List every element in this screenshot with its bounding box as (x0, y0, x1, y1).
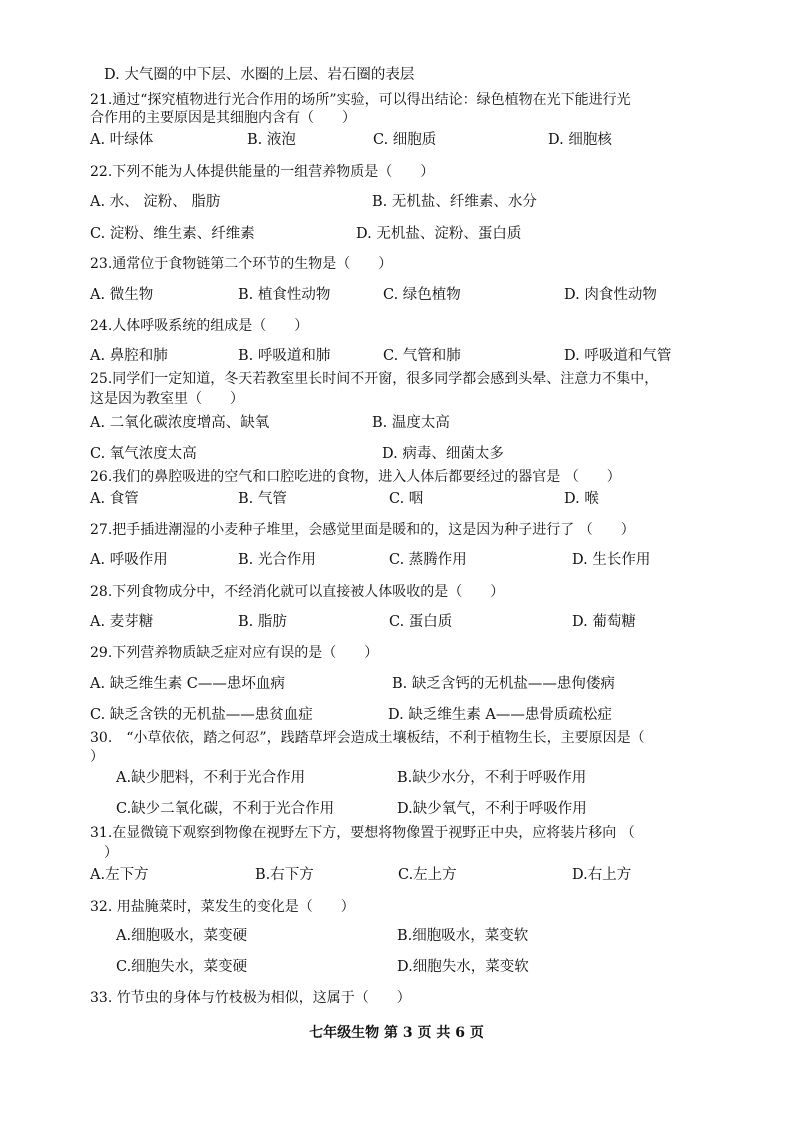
q22-option-c: C. 淀粉、维生素、纤维素 (90, 226, 255, 242)
q23-option-d: D. 肉食性动物 (564, 287, 657, 303)
q23-option-c: C. 绿色植物 (383, 287, 461, 303)
q32-option-d: D.细胞失水，菜变软 (397, 959, 529, 975)
q20-option-d: D. 大气圈的中下层、水圈的上层、岩石圈的表层 (104, 67, 415, 83)
q24-option-c: C. 气管和肺 (383, 348, 461, 364)
q29-option-b: B. 缺乏含钙的无机盐——患佝偻病 (392, 676, 615, 692)
q22-option-b: B. 无机盐、纤维素、水分 (372, 194, 537, 210)
q26-stem: 26.我们的鼻腔吸进的空气和口腔吃进的食物，进入人体后都要经过的器官是 （ ） (90, 469, 621, 485)
q27-option-a: A. 呼吸作用 (90, 552, 168, 568)
q25-option-d: D. 病毒、细菌太多 (382, 446, 504, 462)
q27-option-c: C. 蒸腾作用 (389, 552, 467, 568)
page-footer: 七年级生物 第 3 页 共 6 页 (309, 1025, 484, 1041)
q22-option-a: A. 水、 淀粉、 脂肪 (90, 194, 221, 210)
q25-stem-line2: 这是因为教室里（ ） (90, 391, 244, 407)
q29-option-d: D. 缺乏维生素 A——患骨质疏松症 (388, 707, 612, 723)
q32-stem: 32. 用盐腌菜时，菜发生的变化是（ ） (90, 899, 355, 915)
q21-option-d: D. 细胞核 (548, 132, 612, 148)
q30-option-d: D.缺少氧气，不利于呼吸作用 (397, 801, 587, 817)
q28-option-c: C. 蛋白质 (389, 614, 453, 630)
q21-option-a: A. 叶绿体 (90, 132, 154, 148)
q30-stem-line2: ） (90, 749, 104, 765)
q30-option-a: A.缺少肥料，不利于光合作用 (116, 770, 306, 786)
q29-option-a: A. 缺乏维生素 C——患坏血病 (90, 676, 285, 692)
q21-stem-line1: 21.通过“探究植物进行光合作用的场所”实验，可以得出结论：绿色植物在光下能进行光 (90, 92, 631, 108)
q23-stem: 23.通常位于食物链第二个环节的生物是（ ） (90, 256, 393, 272)
q22-stem: 22.下列不能为人体提供能量的一组营养物质是（ ） (90, 164, 435, 180)
q24-option-a: A. 鼻腔和肺 (90, 348, 168, 364)
q24-option-b: B. 呼吸道和肺 (238, 348, 331, 364)
q32-option-c: C.细胞失水，菜变硬 (116, 959, 248, 975)
q31-option-c: C.左上方 (398, 867, 457, 883)
q29-stem: 29.下列营养物质缺乏症对应有误的是（ ） (90, 645, 379, 661)
q30-stem-line1: 30. “小草依依，踏之何忍”，践踏草坪会造成土壤板结，不利于植物生长，主要原因是（ (90, 730, 645, 746)
q30-option-b: B.缺少水分，不利于呼吸作用 (397, 770, 587, 786)
q32-option-a: A.细胞吸水，菜变硬 (116, 928, 248, 944)
q33-stem: 33. 竹节虫的身体与竹枝极为相似，这属于（ ） (90, 990, 411, 1006)
q24-option-d: D. 呼吸道和气管 (564, 348, 672, 364)
q27-stem: 27.把手插进潮湿的小麦种子堆里，会感觉里面是暖和的，这是因为种子进行了 （ ） (90, 522, 635, 538)
q25-option-a: A. 二氧化碳浓度增高、缺氧 (90, 415, 270, 431)
q26-option-d: D. 喉 (564, 491, 599, 507)
q21-option-b: B. 液泡 (247, 132, 296, 148)
q24-stem: 24.人体呼吸系统的组成是（ ） (90, 318, 309, 334)
q31-option-d: D.右上方 (572, 867, 632, 883)
q30-option-c: C.缺少二氧化碳，不利于光合作用 (116, 801, 335, 817)
q28-option-b: B. 脂肪 (238, 614, 287, 630)
q21-stem-line2: 合作用的主要原因是其细胞内含有（ ） (90, 110, 356, 126)
q23-option-a: A. 微生物 (90, 287, 154, 303)
q27-option-d: D. 生长作用 (572, 552, 651, 568)
q28-stem: 28.下列食物成分中，不经消化就可以直接被人体吸收的是（ ） (90, 584, 505, 600)
q23-option-b: B. 植食性动物 (238, 287, 331, 303)
q22-option-d: D. 无机盐、淀粉、蛋白质 (356, 226, 522, 242)
q25-option-b: B. 温度太高 (372, 415, 450, 431)
q31-stem-line2: ） (90, 845, 118, 861)
q26-option-c: C. 咽 (389, 491, 424, 507)
q26-option-a: A. 食管 (90, 491, 139, 507)
q21-option-c: C. 细胞质 (373, 132, 437, 148)
q31-stem-line1: 31.在显微镜下观察到物像在视野左下方，要想将物像置于视野正中央，应将装片移向 （ (90, 825, 635, 841)
q28-option-a: A. 麦芽糖 (90, 614, 154, 630)
q28-option-d: D. 葡萄糖 (572, 614, 636, 630)
q25-option-c: C. 氧气浓度太高 (90, 446, 197, 462)
q25-stem-line1: 25.同学们一定知道，冬天若教室里长时间不开窗，很多同学都会感到头晕、注意力不集中， (90, 371, 659, 387)
q26-option-b: B. 气管 (238, 491, 287, 507)
q29-option-c: C. 缺乏含铁的无机盐——患贫血症 (90, 707, 313, 723)
q31-option-b: B.右下方 (255, 867, 314, 883)
q31-option-a: A.左下方 (90, 867, 149, 883)
q27-option-b: B. 光合作用 (238, 552, 316, 568)
q32-option-b: B.细胞吸水，菜变软 (397, 928, 529, 944)
